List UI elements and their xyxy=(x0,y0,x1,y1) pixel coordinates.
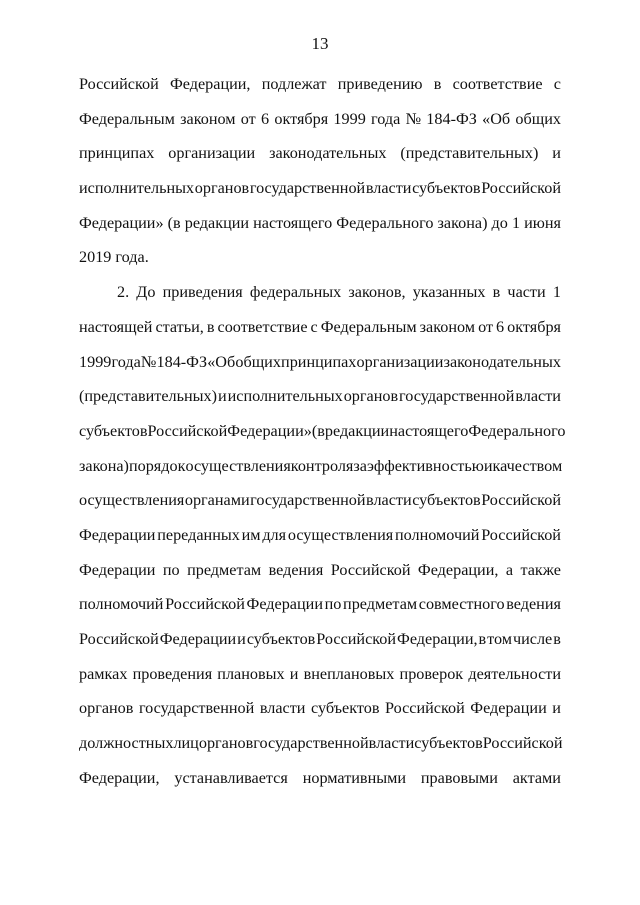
word: и xyxy=(483,456,493,475)
text-line xyxy=(79,384,561,419)
word: должностных xyxy=(79,734,174,753)
word: осуществления xyxy=(79,491,185,510)
word: октября xyxy=(274,109,329,128)
word: и xyxy=(237,630,246,648)
word: настоящего xyxy=(253,213,333,232)
word: и xyxy=(289,664,299,683)
word: (представительных) xyxy=(79,387,218,406)
word: проведения xyxy=(132,664,213,683)
word: власти xyxy=(259,699,306,718)
word: законодательных xyxy=(269,144,387,163)
word: соответствие xyxy=(452,75,543,93)
word: Российской xyxy=(384,699,465,718)
word: органов xyxy=(343,387,399,406)
word: субъектов xyxy=(79,421,148,440)
word: исполнительных xyxy=(227,387,343,406)
word: закона) xyxy=(79,456,129,475)
word: 1 xyxy=(511,213,521,232)
word: в xyxy=(478,630,487,648)
word: по xyxy=(324,595,342,614)
text-line xyxy=(79,766,561,801)
word: качеством xyxy=(492,456,563,475)
word: июня xyxy=(524,213,561,232)
word: Российской xyxy=(482,734,563,753)
word: 184-ФЗ xyxy=(156,352,208,371)
word: и xyxy=(552,144,561,163)
word: года. xyxy=(115,248,149,267)
word: субъектов xyxy=(412,491,481,510)
text-line xyxy=(79,72,561,107)
word: лиц xyxy=(173,734,199,753)
word: Российской xyxy=(147,421,228,440)
word: власти xyxy=(368,734,415,753)
word: 6 xyxy=(496,317,505,336)
word: Федерации xyxy=(79,560,156,579)
word: настоящей xyxy=(79,317,153,336)
text-line xyxy=(79,627,561,662)
word: Федеральным xyxy=(320,317,417,336)
word: указанных xyxy=(412,283,486,302)
word: 1 xyxy=(552,283,561,302)
word: Федерального xyxy=(336,213,434,232)
word: ведения xyxy=(268,560,324,579)
word: До xyxy=(136,283,156,302)
word: (в xyxy=(167,213,181,232)
word: Федерации, xyxy=(397,630,478,648)
word: субъектов xyxy=(414,734,483,753)
word: нормативными xyxy=(302,768,407,787)
text-line xyxy=(79,141,561,176)
word: органами xyxy=(184,491,250,510)
text-line xyxy=(79,662,561,697)
word: законодательных xyxy=(443,352,561,371)
word: приведению xyxy=(337,75,423,93)
text-line xyxy=(79,350,561,385)
word: субъектов xyxy=(412,179,481,198)
word: плановых xyxy=(217,664,285,683)
word: редакции xyxy=(324,421,390,440)
word: власти xyxy=(365,179,412,198)
word: внеплановых xyxy=(303,664,395,683)
word: а xyxy=(505,560,514,579)
word: «Об xyxy=(207,352,236,371)
word: по xyxy=(162,560,180,579)
word: статьи, xyxy=(155,317,204,336)
text-line xyxy=(79,280,561,315)
word: 6 xyxy=(261,109,270,128)
word: года xyxy=(371,109,401,128)
word: общих xyxy=(235,352,281,371)
word: Федерации xyxy=(79,525,156,544)
word: Российской xyxy=(316,630,397,648)
word: подлежат xyxy=(261,75,327,93)
word: закона) xyxy=(437,213,488,232)
word: «Об xyxy=(482,109,511,128)
word: в xyxy=(206,317,215,336)
word: проверок xyxy=(399,664,464,683)
word: осуществления xyxy=(287,525,394,544)
word: субъектов xyxy=(246,630,316,648)
word: государственной xyxy=(399,387,515,406)
word: субъектов xyxy=(310,699,380,718)
word: Федерации xyxy=(159,630,237,648)
word: законом xyxy=(419,317,476,336)
word: (представительных) xyxy=(400,144,539,163)
word: предметам xyxy=(187,560,262,579)
word: Федерации, xyxy=(417,560,499,579)
word: также xyxy=(520,560,561,579)
word: им xyxy=(241,525,261,544)
word: в xyxy=(553,630,561,648)
text-line xyxy=(79,245,561,280)
word: и xyxy=(552,699,561,718)
word: том xyxy=(487,630,513,648)
text-line xyxy=(79,211,561,246)
word: соответствие xyxy=(217,317,308,336)
word: Российской xyxy=(165,595,245,614)
word: 1999 xyxy=(79,352,112,371)
word: Федерации, xyxy=(169,75,251,93)
word: Федерального xyxy=(468,421,566,440)
word: № xyxy=(140,352,157,371)
word: правовыми xyxy=(420,768,498,787)
word: государственной xyxy=(250,491,366,510)
word: (в xyxy=(311,421,325,440)
word: организации xyxy=(168,144,256,163)
word: актами xyxy=(512,768,561,787)
word: Российской xyxy=(481,525,561,544)
word: власти xyxy=(515,387,561,406)
word: переданных xyxy=(157,525,240,544)
word: осуществления xyxy=(185,456,291,475)
word: законов, xyxy=(348,283,406,302)
word: для xyxy=(262,525,287,544)
word: 1999 xyxy=(333,109,366,128)
word: ведения xyxy=(506,595,561,614)
word: приведения xyxy=(162,283,243,302)
word: и xyxy=(217,387,227,406)
word: Федерации» xyxy=(227,421,312,440)
word: устанавливается xyxy=(174,768,288,787)
word: 2. xyxy=(117,283,130,302)
word: от xyxy=(240,109,256,128)
word: федеральных xyxy=(249,283,342,302)
word: контроля xyxy=(290,456,354,475)
word: полномочий xyxy=(394,525,480,544)
word: организации xyxy=(356,352,444,371)
word: в xyxy=(433,75,442,93)
word: принципах xyxy=(79,144,155,163)
word: Федерации xyxy=(246,595,323,614)
word: года xyxy=(111,352,141,371)
word: 2019 xyxy=(79,248,112,267)
word: с xyxy=(553,75,561,93)
word: деятельности xyxy=(468,664,561,683)
word: законом xyxy=(180,109,236,128)
page-number: 13 xyxy=(311,34,329,53)
word: государственной xyxy=(249,179,366,198)
word: государственной xyxy=(253,734,369,753)
text-line xyxy=(79,176,561,211)
word: власти xyxy=(366,491,412,510)
word: от xyxy=(478,317,494,336)
word: Российской xyxy=(79,75,159,93)
text-line xyxy=(79,558,561,593)
word: октября xyxy=(507,317,561,336)
text-line xyxy=(79,523,561,558)
word: общих xyxy=(515,109,561,128)
word: 184-ФЗ xyxy=(426,109,477,128)
word: за xyxy=(353,456,367,475)
word: Федеральным xyxy=(79,109,175,128)
document-body xyxy=(79,72,566,800)
text-line xyxy=(79,731,561,766)
word: рамках xyxy=(79,664,128,683)
text-line xyxy=(79,592,561,627)
word: в xyxy=(492,283,501,302)
word: части xyxy=(507,283,546,302)
word: органов xyxy=(198,734,254,753)
word: № xyxy=(405,109,422,128)
word: порядок xyxy=(128,456,186,475)
text-line xyxy=(79,107,561,142)
word: полномочий xyxy=(79,595,164,614)
word: Российской xyxy=(330,560,411,579)
word: совместного xyxy=(418,595,505,614)
text-line xyxy=(79,696,561,731)
word: Российской xyxy=(481,179,561,198)
word: Федерации, xyxy=(79,768,160,787)
word: до xyxy=(491,213,508,232)
word: Российской xyxy=(481,491,561,510)
word: принципах xyxy=(281,352,357,371)
word: государственной xyxy=(138,699,255,718)
text-line xyxy=(79,315,561,350)
word: числе xyxy=(512,630,553,648)
word: Федерации xyxy=(470,699,547,718)
word: органов xyxy=(79,699,134,718)
word: редакции xyxy=(184,213,250,232)
word: с xyxy=(310,317,318,336)
word: органов xyxy=(194,179,250,198)
word: исполнительных xyxy=(79,179,195,198)
word: настоящего xyxy=(389,421,469,440)
text-line xyxy=(79,454,561,489)
word: эффективностью xyxy=(366,456,484,475)
word: предметам xyxy=(343,595,418,614)
text-line xyxy=(79,419,566,454)
word: Федерации» xyxy=(79,213,164,232)
word: Российской xyxy=(79,630,159,648)
text-line xyxy=(79,488,561,523)
